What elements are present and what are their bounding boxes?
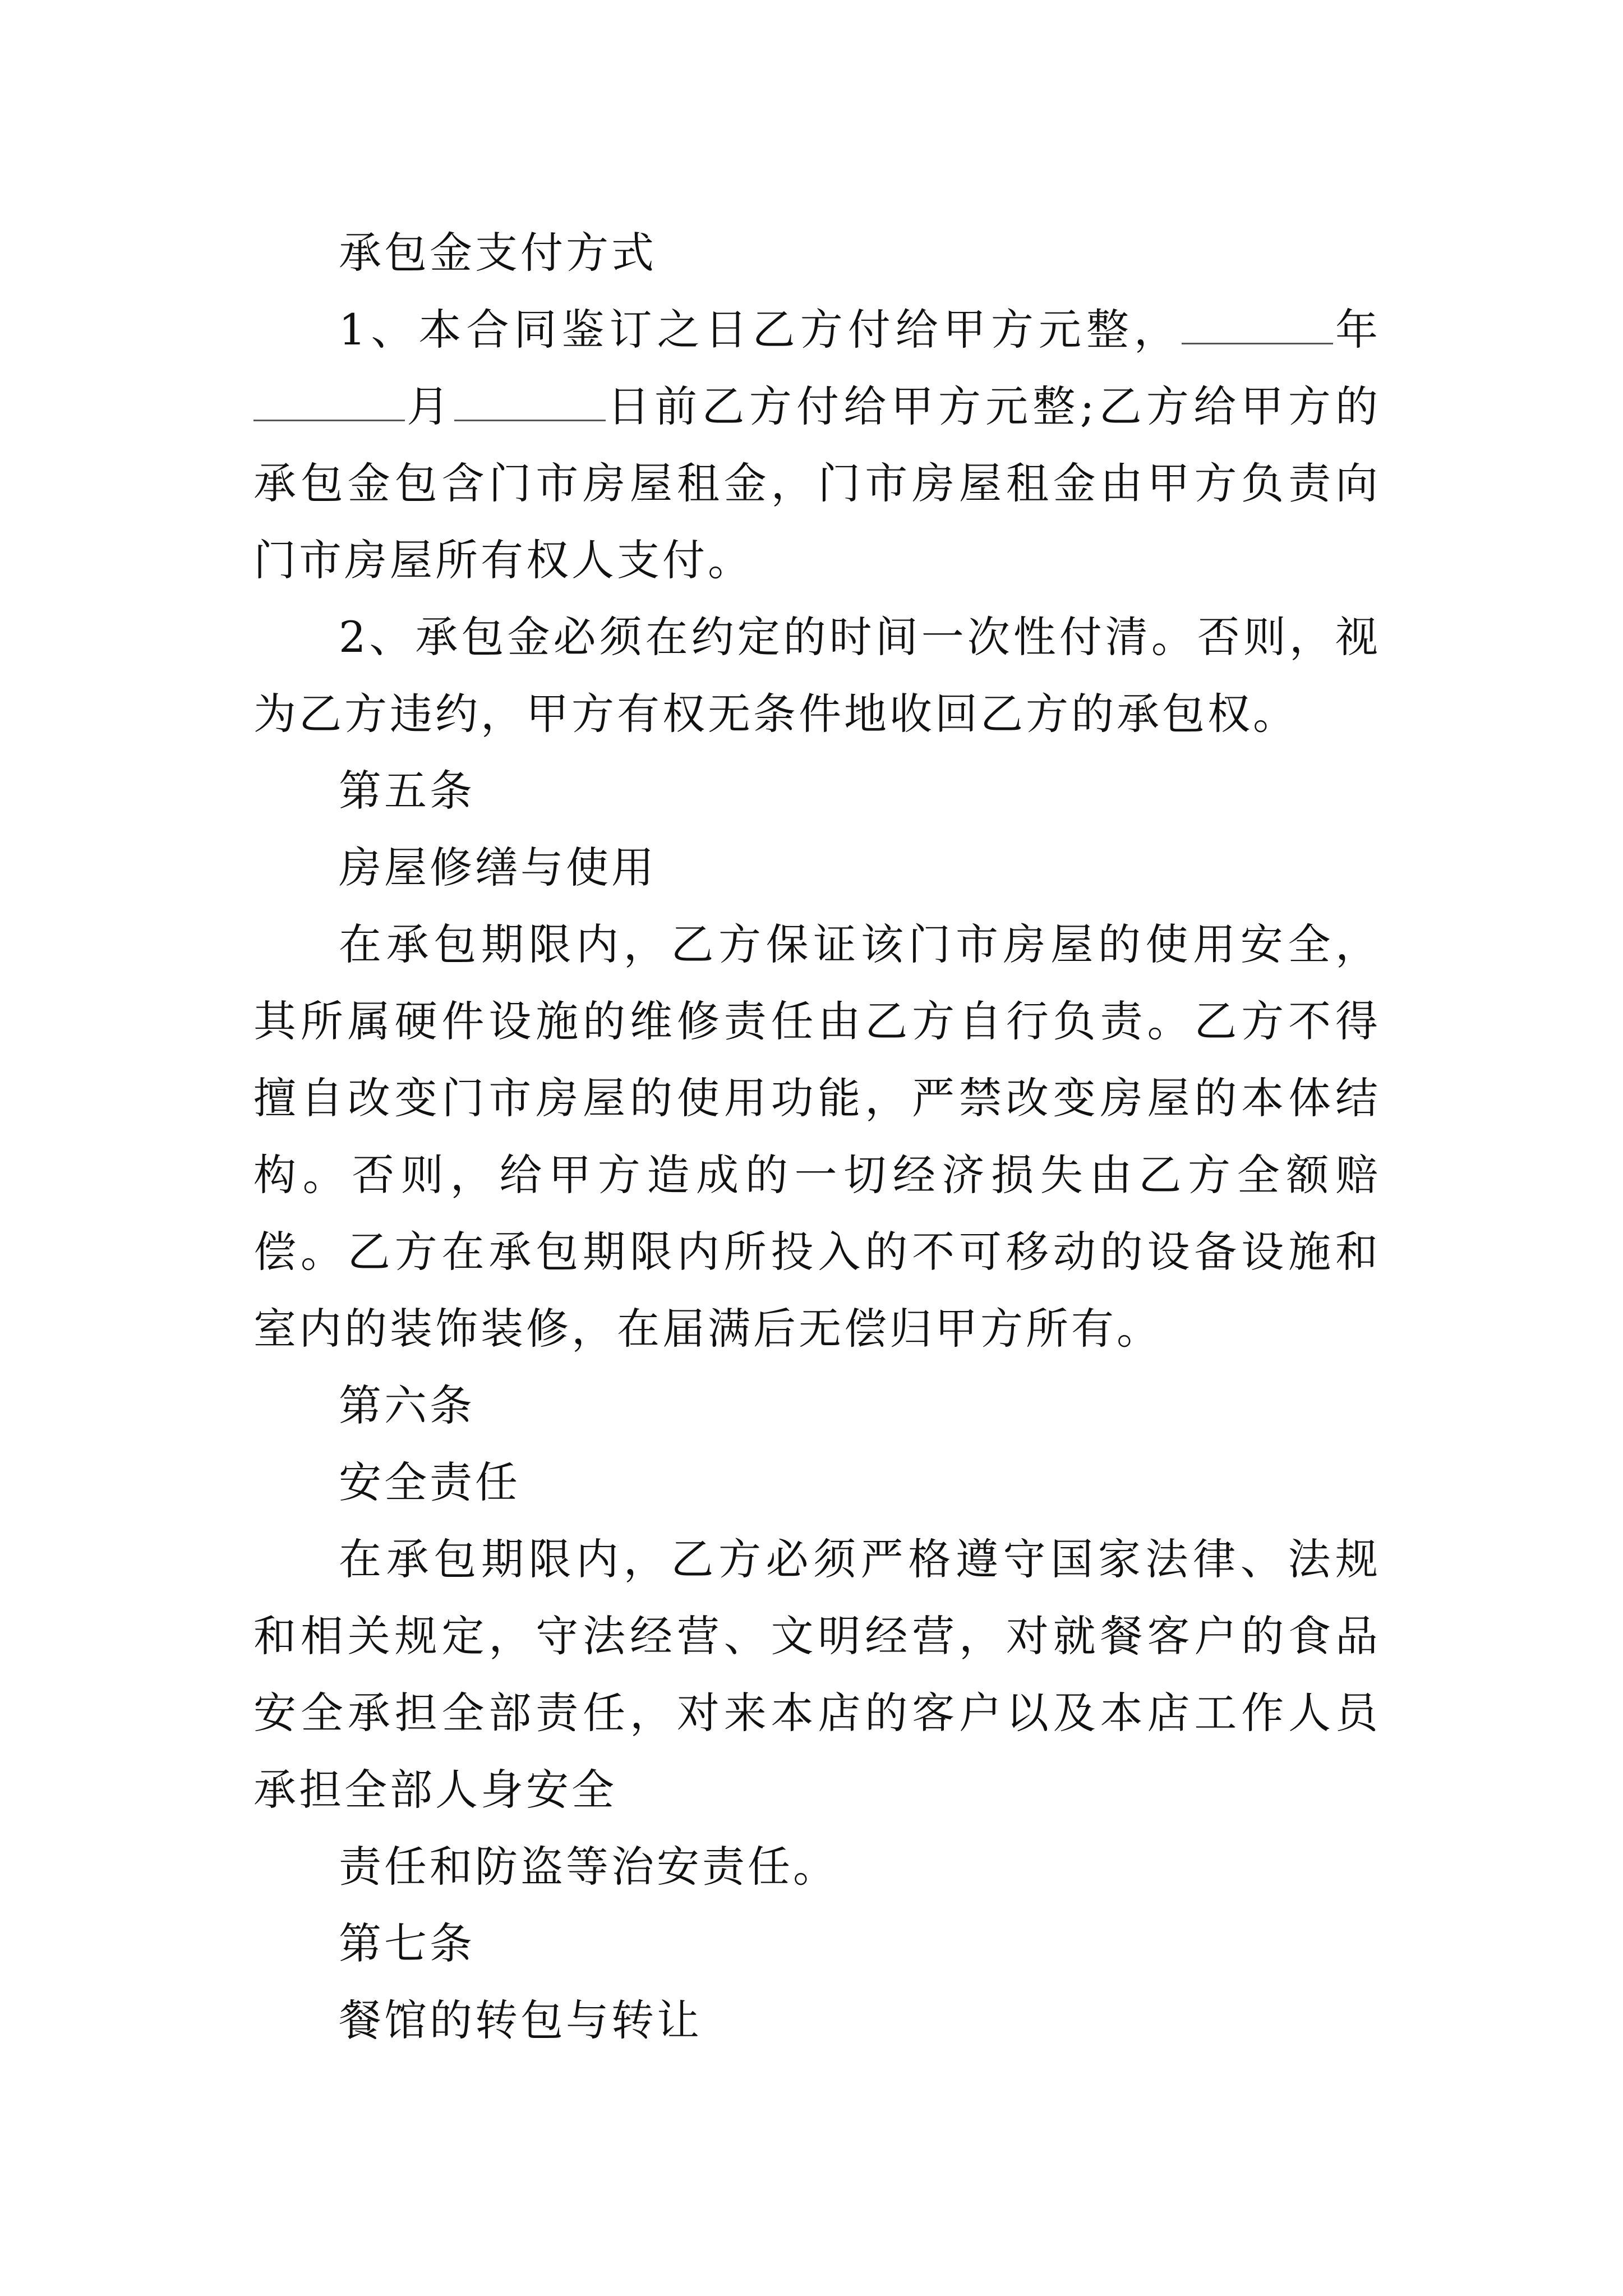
payment-clause-1-text-d: 日前乙方付给甲方元整;乙方给甲方的承包金包含门市房屋租金，门市房屋租金由甲方负责向门市房屋所有权人支付。 (253, 381, 1381, 585)
article-6-title: 安全责任 (339, 1457, 520, 1507)
blank-line-2 (253, 386, 405, 421)
payment-clause-1-year: 年 (1332, 305, 1381, 355)
document-page (253, 214, 1381, 2059)
article-7-heading: 第七条 (339, 1918, 475, 1968)
article-6-body-continued: 责任和防盗等治安责任。 (339, 1842, 838, 1892)
blank-line-3 (454, 386, 606, 421)
article-7-title: 餐馆的转包与转让 (339, 1995, 702, 2045)
payment-clause-1-month: 月 (405, 381, 454, 431)
payment-clause-2: 2、承包金必须在约定的时间一次性付清。否则，视为乙方违约，甲方有权无条件地收回乙方的承包权。 (253, 612, 1381, 739)
payment-clause-1-text-a: 1、本合同鉴订之日乙方付给甲方元整， (339, 305, 1182, 355)
article-6-heading: 第六条 (339, 1381, 475, 1430)
section-title-payment: 承包金支付方式 (339, 228, 657, 278)
article-5-title: 房屋修缮与使用 (339, 843, 657, 892)
article-5-heading: 第五条 (339, 766, 475, 816)
payment-clause-1 (253, 291, 1381, 599)
blank-line-1 (1182, 309, 1333, 344)
article-6-body: 在承包期限内，乙方必须严格遵守国家法律、法规和相关规定，守法经营、文明经营，对就餐客户的食品安全承担全部责任，对来本店的客户以及本店工作人员承担全部人身安全 (253, 1534, 1381, 1815)
article-5-body: 在承包期限内，乙方保证该门市房屋的使用安全，其所属硬件设施的维修责任由乙方自行负责。乙方不得擅自改变门市房屋的使用功能，严禁改变房屋的本体结构。否则，给甲方造成的一切经济损失由乙方全额赔偿。乙方在承包期限内所投入的不可移动的设备设施和室内的装饰装修，在届满后无偿归甲方所有。 (253, 919, 1381, 1354)
